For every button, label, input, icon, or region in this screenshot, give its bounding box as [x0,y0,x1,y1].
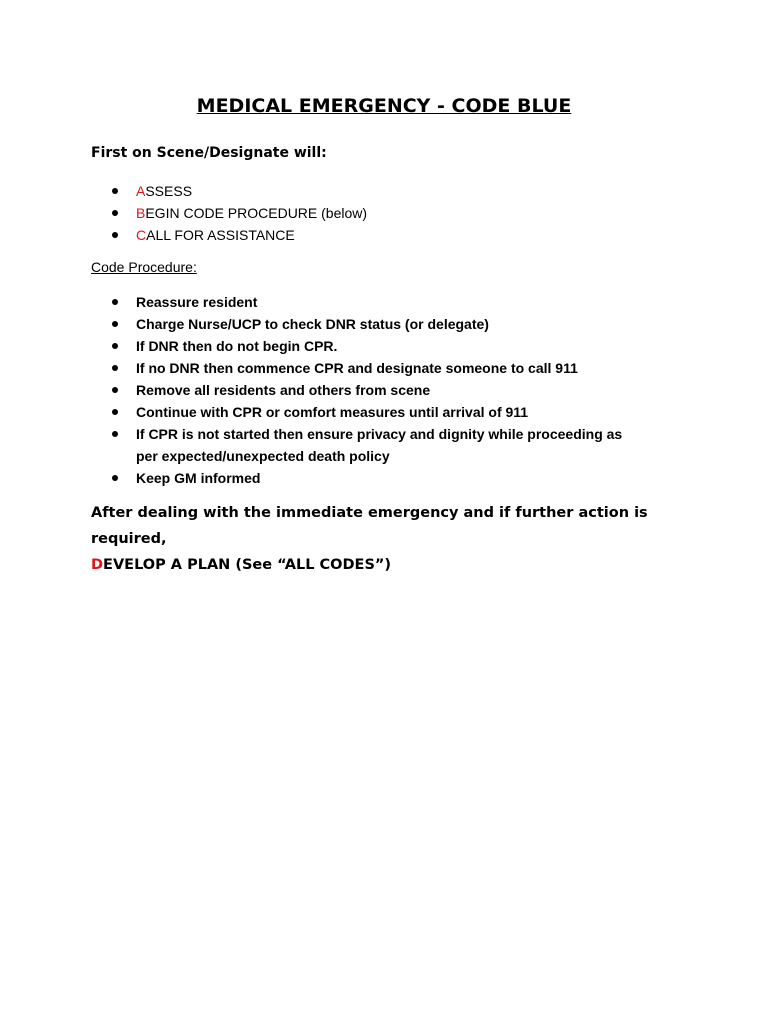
procedure-text: Keep GM informed [136,470,261,486]
bullet-icon [112,475,118,481]
code-procedure-list [91,291,691,489]
closing-line-2 [91,552,691,578]
procedure-text: If no DNR then commence CPR and designate someone to call 911 [136,360,578,376]
list-item [91,291,691,313]
procedure-text-continued: per expected/unexpected death policy [136,448,390,464]
list-item [91,401,691,423]
closing-paragraph [91,500,691,578]
list-item [91,180,367,202]
step-text: SSESS [145,183,193,199]
first-on-scene-heading: First on Scene/Designate will: [91,145,327,161]
procedure-text: If CPR is not started then ensure privacy and dignity while proceeding as [136,426,623,442]
list-item [91,357,691,379]
procedure-text: Reassure resident [136,294,258,310]
bullet-icon [112,431,118,437]
list-item [91,467,691,489]
procedure-text: Remove all residents and others from scene [136,382,431,398]
list-item [91,379,691,401]
step-initial: A [136,183,146,199]
bullet-icon [112,188,118,194]
list-item [91,202,367,224]
step-initial: C [136,227,147,243]
step-text: EGIN CODE PROCEDURE (below) [145,205,368,221]
closing-text: EVELOP A PLAN (See “ALL CODES”) [103,557,392,573]
procedure-text: Continue with CPR or comfort measures until arrival of 911 [136,404,529,420]
code-procedure-heading: Code Procedure: [91,259,197,275]
step-initial: B [136,205,146,221]
list-item [91,313,691,335]
list-item [91,224,367,246]
bullet-icon [112,409,118,415]
closing-line: After dealing with the immediate emergency and if further action is required, [91,505,648,547]
bullet-icon [112,321,118,327]
initial-steps-list [91,180,367,246]
procedure-text: Charge Nurse/UCP to check DNR status (or delegate) [136,316,489,332]
bullet-icon [112,365,118,371]
bullet-icon [112,387,118,393]
bullet-icon [112,343,118,349]
list-item [91,423,691,467]
step-text: ALL FOR ASSISTANCE [146,227,295,243]
page-title: MEDICAL EMERGENCY - CODE BLUE [196,95,572,117]
procedure-text: If DNR then do not begin CPR. [136,338,338,354]
list-item [91,335,691,357]
closing-initial: D [91,557,104,573]
bullet-icon [112,232,118,238]
bullet-icon [112,299,118,305]
bullet-icon [112,210,118,216]
